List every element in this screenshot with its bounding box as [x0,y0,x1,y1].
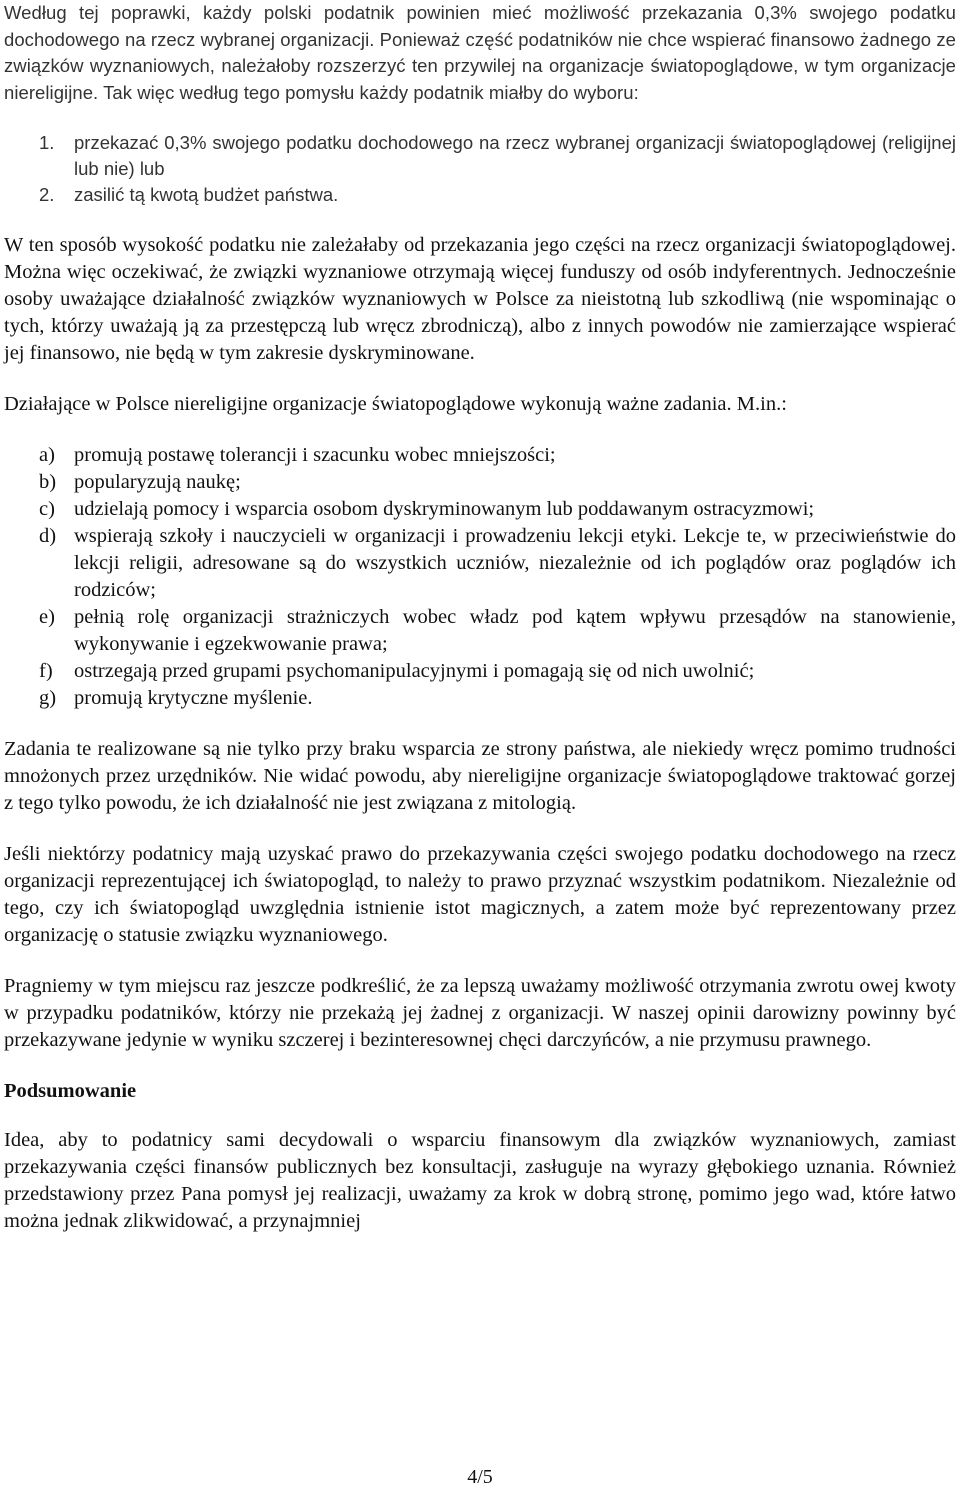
list-marker: g) [39,687,57,709]
list-item-text: pełnią rolę organizacji strażniczych wobec władz pod kątem wpływu przesądów na stanowienie, wykonywanie i egzekwowanie prawa; [74,606,956,655]
list-item-text: promują postawę tolerancji i szacunku wobec mniejszości; [74,444,556,466]
document-page [4,0,956,1259]
list-item [4,604,956,658]
list-marker: 1. [39,132,55,153]
list-item [4,685,956,712]
summary-heading: Podsumowanie [4,1080,137,1102]
tax-options-list [4,130,956,208]
list-item [4,182,956,208]
list-item-text: ostrzegają przed grupami psychomanipulacyjnymi i pomagają się od nich uwolnić; [74,660,755,682]
list-item [4,496,956,523]
list-marker: c) [39,498,55,520]
list-item-text: udzielają pomocy i wsparcia osobom dyskryminowanym lub poddawanym ostracyzmowi; [74,498,815,520]
list-item-text: popularyzują naukę; [74,471,241,493]
paragraph-tasks-context: Zadania te realizowane są nie tylko przy braku wsparcia ze strony państwa, ale niekiedy wręcz pomimo trudności mnożonych przez urzędników. Nie widać powodu, aby niereligijne organizacje światopoglądowe traktować gorzej z tego tylko powodu, że ich działalność nie jest związana z mitologią. [4,738,956,814]
paragraph-equal-rights: Jeśli niektórzy podatnicy mają uzyskać prawo do przekazywania części swojego podatku dochodowego na rzecz organizacji reprezentującej ich światopogląd, to należy to prawo przyznać wszystkim podatnikom. Niezależnie od tego, czy ich światopogląd uwzględnia istnienie istot magicznych, a zatem może być reprezentowany przez organizację o statusie związku wyznaniowego. [4,843,956,946]
list-item [4,442,956,469]
list-item-text: przekazać 0,3% swojego podatku dochodowego na rzecz wybranej organizacji światopoglądowej (religijnej lub nie) lub [74,132,956,179]
list-marker: b) [39,471,57,493]
list-marker: f) [39,660,53,682]
list-item-text: promują krytyczne myślenie. [74,687,313,709]
list-item [4,658,956,685]
paragraph-tasks-intro: Działające w Polsce niereligijne organizacje światopoglądowe wykonują ważne zadania. M.in.: [4,393,787,415]
summary-paragraph: Idea, aby to podatnicy sami decydowali o wsparciu finansowym dla związków wyznaniowych, zamiast przekazywania części finansów publicznych bez konsultacji, zasługuje na wyrazy głębokiego uznania. Również przedstawiony przez Pana pomysł jej realizacji, uważamy za krok w dobrą stronę, pomimo jego wad, które łatwo można jednak zlikwidować, a przynajmniej [4,1129,956,1232]
tasks-list [4,442,956,712]
list-marker: a) [39,444,55,466]
list-marker: e) [39,606,55,628]
list-item-text: wspierają szkoły i nauczycieli w organizacji i prowadzeniu lekcji etyki. Lekcje te, w przeciwieństwie do lekcji religii, adresowane są do wszystkich uczniów, niezależnie od ich poglądów oraz poglądów ich rodziców; [74,525,956,601]
list-item [4,523,956,604]
list-item-text: zasilić tą kwotą budżet państwa. [74,184,339,205]
paragraph-refund-opinion: Pragniemy w tym miejscu raz jeszcze podkreślić, że za lepszą uważamy możliwość otrzymania zwrotu owej kwoty w przypadku podatników, którzy nie przekażą jej żadnej z organizacji. W naszej opinii darowizny powinny być przekazywane jedynie w wyniku szczerej i bezinteresownej chęci darczyńców, a nie przymusu prawnego. [4,975,956,1051]
page-number: 4/5 [467,1466,493,1488]
list-marker: 2. [39,184,55,205]
paragraph-consequences: W ten sposób wysokość podatku nie zależałaby od przekazania jego części na rzecz organizacji światopoglądowej. Można więc oczekiwać, że związki wyznaniowe otrzymają więcej funduszy od osób indyferentnych. Jednocześnie osoby uważające działalność związków wyznaniowych w Polsce za nieistotną lub szkodliwą (nie wspominając o tych, którzy uważają ją za przestępczą lub wręcz zbrodniczą), albo z innych powodów nie zamierzające wspierać jej finansowo, nie będą w tym zakresie dyskryminowane. [4,234,956,364]
list-item [4,469,956,496]
list-marker: d) [39,525,57,547]
intro-paragraph: Według tej poprawki, każdy polski podatnik powinien mieć możliwość przekazania 0,3% swojego podatku dochodowego na rzecz wybranej organizacji. Ponieważ część podatników nie chce wspierać finansowo żadnego ze związków wyznaniowych, należałoby rozszerzyć ten przywilej na organizacje światopoglądowe, w tym organizacje niereligijne. Tak więc według tego pomysłu każdy podatnik miałby do wyboru: [4,2,956,103]
list-item [4,130,956,182]
